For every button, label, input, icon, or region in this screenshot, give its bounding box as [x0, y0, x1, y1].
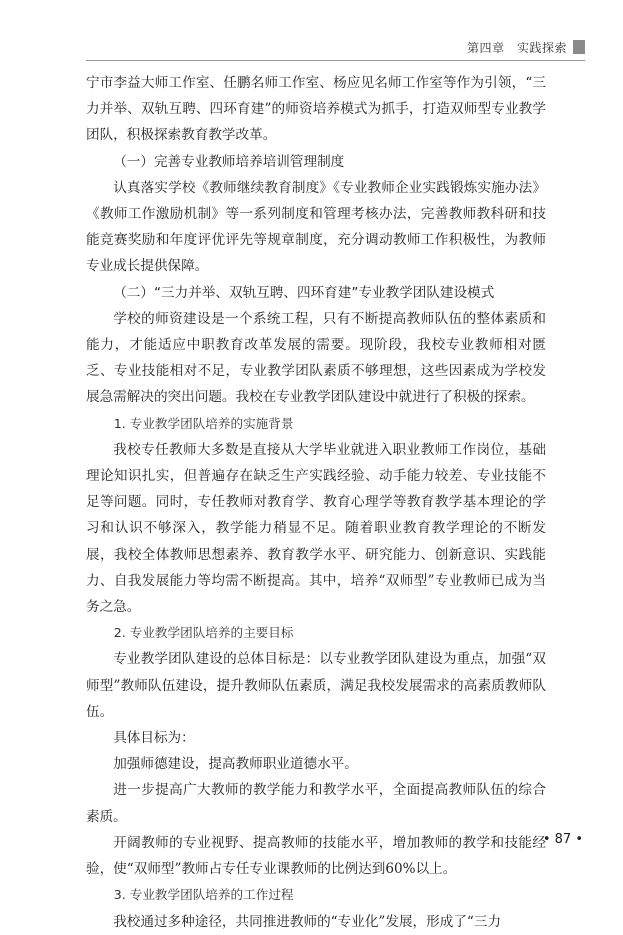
chapter-title: 第四章 实践探索: [466, 40, 567, 55]
paragraph-goal-ethics: 加强师德建设，提高教师职业道德水平。: [113, 756, 358, 773]
paragraph-process: 我校通过多种途径，共同推进教师的“专业化”发展，形成了“三力: [113, 913, 502, 930]
page-body: [86, 70, 546, 935]
subsection-heading-1: 1. 专业教学团队培养的实施背景: [113, 415, 294, 431]
header-square-mark-icon: [573, 40, 585, 54]
paragraph-goal: 专业教学团队建设的总体目标是：以专业教学团队建设为重点，加强“双师型”教师队伍建设，提升教师队伍素质，满足我校发展需求的高素质教师队伍。: [86, 651, 546, 720]
paragraph-background: 我校专任教师大多数是直接从大学毕业就进入职业教师工作岗位，基础理论知识扎实，但普遍存在缺乏生产实践经验、动手能力较差、专业技能不足等问题。同时，专任教师对教育学、教育心理学等教育教学基本理论的学习和认识不够深入，教学能力稍显不足。随着职业教育教学理论的不断发展，我校全体教师思想素养、教育教学水平、研究能力、创新意识、实践能力、自我发展能力等均需不断提高。其中，培养“双师型”专业教师已成为当务之急。: [86, 441, 546, 616]
subsection-heading-2: 2. 专业教学团队培养的主要目标: [113, 625, 294, 641]
paragraph-goal-skills: 开阔教师的专业视野、提高教师的技能水平，增加教师的教学和技能经验，使“双师型”教师占专任专业课教师的比例达到60%以上。: [86, 834, 546, 878]
paragraph-overview: 学校的师资建设是一个系统工程，只有不断提高教师队伍的整体素质和能力，才能适应中职教育改革发展的需要。现阶段，我校专业教师相对匮乏、专业技能相对不足，专业教学团队素质不够理想，这些因素成为学校发展急需解决的突出问题。我校在专业教学团队建设中就进行了积极的探索。: [86, 310, 546, 406]
running-header: [467, 38, 585, 56]
paragraph-system: 认真落实学校《教师继续教育制度》《专业教师企业实践锻炼实施办法》《教师工作激励机制》等一系列制度和管理考核办法，完善教师教科研和技能竞赛奖励和年度评优评先等规章制度，充分调动教师工作积极性，为教师专业成长提供保障。: [86, 179, 546, 275]
section-heading-2: （二）“三力并举、双轨互聘、四环育建”专业教学团队建设模式: [113, 284, 495, 301]
page-number: • 87 •: [542, 832, 583, 847]
section-heading-1: （一）完善专业教师培养培训管理制度: [113, 153, 345, 170]
paragraph-goal-teaching: 进一步提高广大教师的教学能力和教学水平，全面提高教师队伍的综合素质。: [86, 782, 546, 825]
subsection-heading-3: 3. 专业教学团队培养的工作过程: [113, 887, 294, 903]
header-divider: [86, 60, 585, 61]
paragraph-specific-goals: 具体目标为：: [113, 730, 195, 747]
paragraph-intro: 宁市李益大师工作室、任鹏名师工作室、杨应见名师工作室等作为引领，“三力并举、双轨互聘、四环育建”的师资培养模式为抓手，打造双师型专业教学团队，积极探索教育教学改革。: [86, 75, 546, 144]
